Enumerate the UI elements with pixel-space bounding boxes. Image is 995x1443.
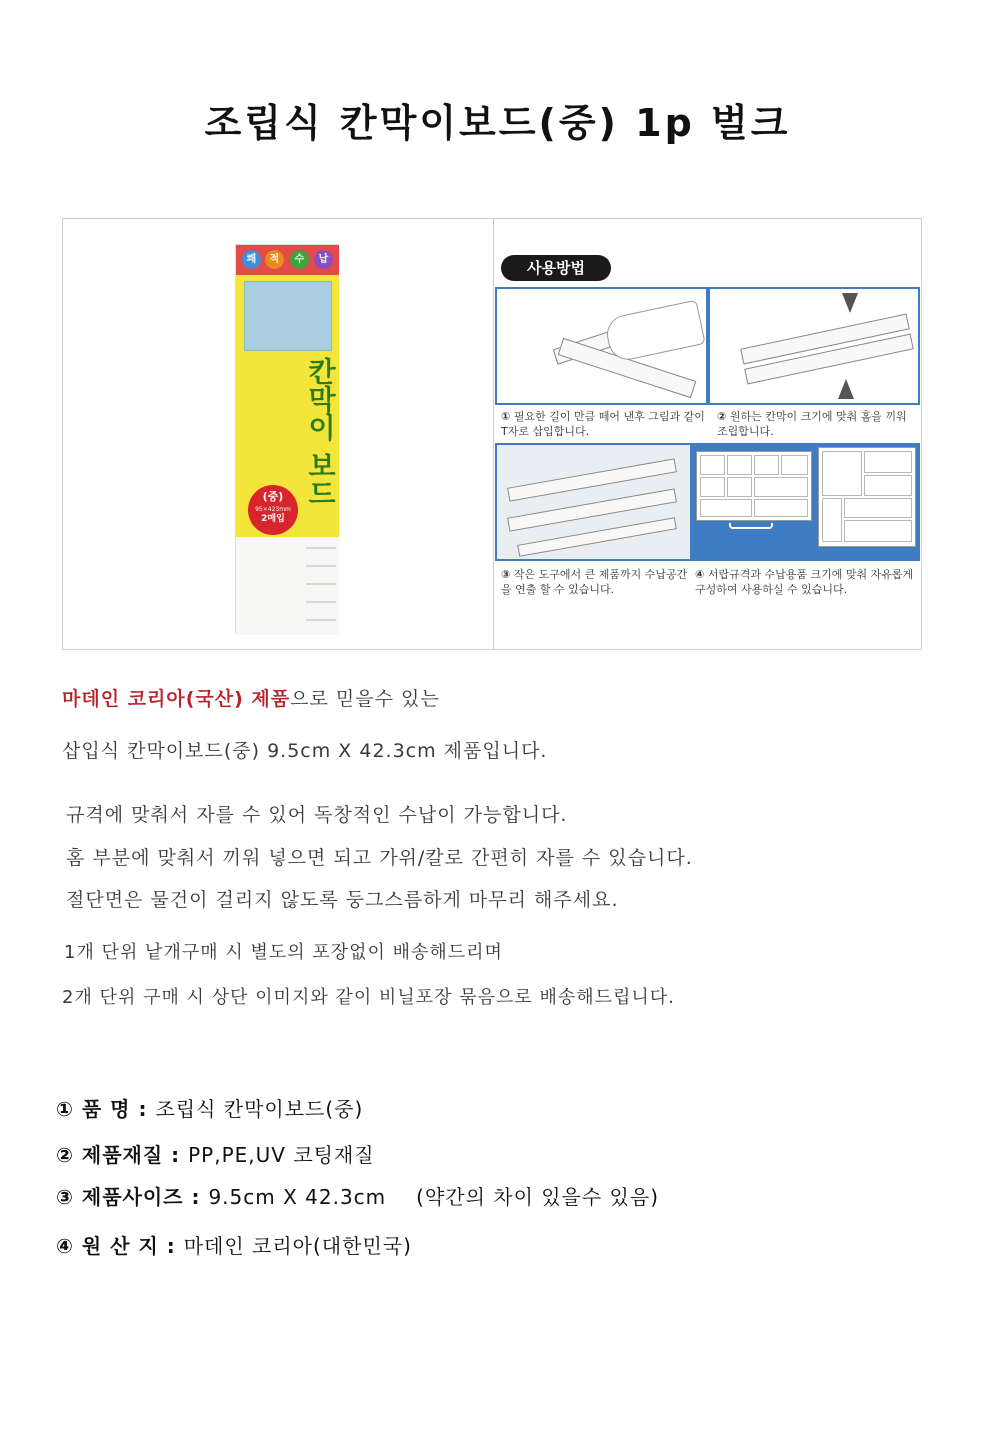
- spec-value: 9.5cm X 42.3cm: [208, 1185, 387, 1209]
- board-slot: [306, 565, 336, 567]
- spec-row: [56, 1230, 412, 1259]
- size-badge-label: (중): [262, 490, 284, 503]
- shipping-line: 1개 단위 낱개구매 시 별도의 포장없이 배송해드리며: [64, 942, 503, 963]
- step4-illustration: [692, 443, 920, 561]
- feature-line: 홈 부분에 맞춰서 끼워 넣으면 되고 가위/칼로 간편히 자를 수 있습니다.: [66, 847, 693, 869]
- intro-rest: 으로 믿을수 있는: [290, 688, 440, 710]
- step3-caption: [501, 567, 689, 597]
- package-body: [236, 275, 339, 537]
- intro-highlight: 마데인 코리아(국산) 제품: [62, 688, 291, 710]
- grid-cell: [700, 477, 725, 497]
- size-badge-count: 2매입: [261, 514, 285, 524]
- board-slot: [306, 547, 336, 549]
- spec-label: ① 품 명 :: [56, 1097, 148, 1121]
- package-chip: 적: [265, 250, 284, 269]
- package-board: [236, 537, 339, 635]
- grid-cell: [754, 499, 808, 517]
- package-header: [236, 245, 339, 275]
- product-figure: [62, 218, 922, 650]
- arrow-up-icon: [838, 379, 854, 399]
- usage-guide-label: 사용방법: [501, 255, 611, 281]
- board-slot: [306, 619, 336, 621]
- step1-text: 필요한 길이 만큼 떼어 낸후 그림과 같이 T자로 삽입합니다.: [501, 410, 705, 438]
- board-slot: [306, 583, 336, 585]
- feature-line: 규격에 맞춰서 자를 수 있어 독창적인 수납이 가능합니다.: [66, 804, 568, 826]
- grid-cell: [864, 475, 912, 496]
- step4-text: 서랍규격과 수납용품 크기에 맞춰 자유롭게 구성하여 사용하실 수 있습니다.: [695, 568, 914, 596]
- grid-cell: [700, 499, 752, 517]
- step2-caption: [717, 409, 917, 439]
- step2-number: ②: [717, 410, 727, 423]
- spec-row: [56, 1093, 363, 1122]
- grid-cell: [781, 455, 808, 475]
- package-photo: [244, 281, 332, 351]
- step1-illustration: [495, 287, 708, 405]
- board-slot: [306, 601, 336, 603]
- drawer-grid-right: [818, 447, 916, 547]
- grid-cell: [727, 477, 752, 497]
- drawer-grid-left: [696, 451, 812, 521]
- spec-row: [56, 1139, 375, 1168]
- grid-cell: [700, 455, 725, 475]
- step3-illustration: [495, 443, 692, 561]
- package-size-badge: [248, 485, 298, 535]
- spec-value: 마데인 코리아(대한민국): [183, 1234, 412, 1258]
- figure-divider: [493, 219, 494, 649]
- product-package-image: [235, 244, 338, 634]
- package-chip: 납: [314, 250, 333, 269]
- size-badge-dimension: 95×423mm: [255, 506, 291, 513]
- step1-caption: [501, 409, 706, 439]
- package-chip: 수: [290, 250, 309, 269]
- intro-line-1: [62, 684, 440, 711]
- step4-caption: [695, 567, 917, 597]
- package-chip: 쾌: [242, 250, 261, 269]
- grid-cell: [822, 451, 862, 496]
- spec-row: [56, 1181, 659, 1210]
- step3-number: ③: [501, 568, 511, 581]
- spec-value: PP,PE,UV 코팅재질: [188, 1143, 375, 1167]
- step3-text: 작은 도구에서 큰 제품까지 수납공간을 연출 할 수 있습니다.: [501, 568, 688, 596]
- grid-cell: [727, 455, 752, 475]
- step4-number: ④: [695, 568, 705, 581]
- drawer-handle: [729, 523, 773, 529]
- grid-cell: [754, 455, 779, 475]
- package-brand: 칸막이 보드: [304, 357, 337, 507]
- grid-cell: [864, 451, 912, 473]
- step1-number: ①: [501, 410, 511, 423]
- hand-shape: [603, 300, 705, 364]
- grid-cell: [844, 520, 912, 542]
- page-title: 조립식 칸막이보드(중) 1p 벌크: [204, 101, 791, 145]
- spec-note: (약간의 차이 있을수 있음): [416, 1185, 660, 1209]
- spec-label: ④ 원 산 지 :: [56, 1234, 176, 1258]
- grid-cell: [754, 477, 808, 497]
- spec-label: ② 제품재질 :: [56, 1143, 181, 1167]
- step2-text: 원하는 칸막이 크기에 맞춰 홈을 끼워 조립합니다.: [717, 410, 907, 438]
- feature-line: 절단면은 물건이 걸리지 않도록 둥그스름하게 마무리 해주세요.: [66, 889, 619, 911]
- grid-cell: [822, 498, 842, 542]
- step2-illustration: [708, 287, 920, 405]
- spec-label: ③ 제품사이즈 :: [56, 1185, 201, 1209]
- spec-value: 조립식 칸막이보드(중): [155, 1097, 364, 1121]
- shipping-line: 2개 단위 구매 시 상단 이미지와 같이 비닐포장 묶음으로 배송해드립니다.: [62, 987, 675, 1008]
- intro-line-2: 삽입식 칸막이보드(중) 9.5cm X 42.3cm 제품입니다.: [62, 740, 548, 762]
- arrow-down-icon: [842, 293, 858, 313]
- grid-cell: [844, 498, 912, 518]
